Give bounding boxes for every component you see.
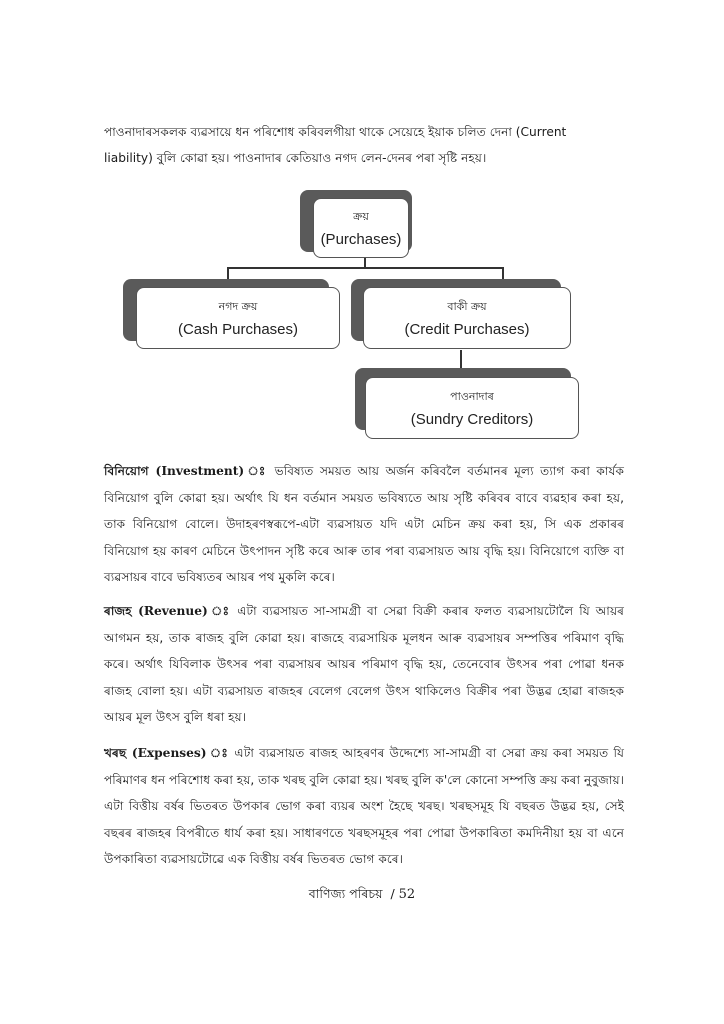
node-cash-purchases-en: (Cash Purchases) — [177, 321, 299, 338]
node-cash-purchases — [123, 279, 340, 349]
revenue-paragraph — [104, 598, 624, 731]
connector-left-down — [227, 267, 229, 279]
node-cash-purchases-bn: নগদ ক্ৰয় — [218, 300, 258, 313]
footer-title: বাণিজ্য পৰিচয় — [308, 886, 383, 901]
investment-body: ভবিষ্যত সময়ত আয় অৰ্জন কৰিবলৈ বৰ্তমানৰ মূল্য ত্যাগ কৰা কাৰ্যক বিনিয়োগ বুলি কোৱা হয়। অৰ্থাৎ যি ধন বৰ্তমান সময়ত ভবিষ্যতে আয় সৃষ্টি কৰিবৰ বাবে ব্যৱহাৰ কৰা হয়, তাক বিনিয়োগ বোলে। উদাহৰণস্বৰূপে-এটা ব্যৱসায়ত যদি এটা মেচিন ক্ৰয় কৰা হয়, সি এক প্ৰকাৰৰ বিনিয়োগ হয় কাৰণ মেচিনে উৎপাদন সৃষ্টি কৰে আৰু তাৰ পৰা ব্যৱসায়ত আয় বৃদ্ধি হয়। বিনিয়োগে ব্যক্তি বা ব্যৱসায়ৰ বাবে ভবিষ্যতৰ আয়ৰ পথ মুকলি কৰে। — [104, 464, 625, 584]
node-purchases-bn: ক্ৰয় — [353, 210, 369, 223]
connector-right-down — [502, 267, 504, 279]
intro-line-1: পাওনাদাৰসকলক ব্যৱসায়ে ধন পৰিশোধ কৰিবলগীয়া থাকে সেয়েহে ইয়াক চলিত দেনা (Current — [104, 125, 567, 139]
expenses-paragraph — [104, 740, 624, 873]
node-purchases-en: (Purchases) — [320, 231, 402, 248]
connector-horizontal — [227, 267, 503, 269]
page-number: 52 — [398, 887, 416, 902]
node-sundry-creditors-en: (Sundry Creditors) — [410, 411, 534, 428]
expenses-body: এটা ব্যৱসায়ত ৰাজহ আহৰণৰ উদ্দেশ্যে সা-সামগ্ৰী বা সেৱা ক্ৰয় কৰা সময়ত যি পৰিমাণৰ ধন পৰিশোধ কৰা হয়, তাক খৰছ বুলি কোৱা হয়। খৰছ বুলি ক'লে কোনো সম্পত্তি ক্ৰয় কৰা নুবুজায়। এটা বিত্তীয় বৰ্ষৰ ভিতৰত উপকাৰ ভোগ কৰা ব্যয়ৰ অংশ হৈছে খৰছ। খৰছসমূহ যি বছৰত উদ্ভৱ হয়, সেই বছৰৰ ৰাজহৰ বিপৰীতে ধাৰ্য কৰা হয়। সাধাৰণতে খৰছসমূহৰ পৰা পোৱা উপকাৰিতা কমদিনীয়া হয় বা এনে উপকাৰিতা ব্যৱসায়টোৱে এক বিত্তীয় বৰ্ষৰ ভিতৰত ভোগ কৰে। — [104, 746, 625, 866]
node-credit-purchases-bn: বাকী ক্ৰয় — [447, 300, 487, 313]
intro-line-2: liability) বুলি কোৱা হয়। পাওনাদাৰ কেতিয়াও নগদ লেন-দেনৰ পৰা সৃষ্টি নহয়। — [104, 151, 487, 165]
investment-term: বিনিয়োগ (Investment) ঃ — [104, 464, 269, 478]
connector-root-down — [364, 258, 366, 268]
revenue-body: এটা ব্যৱসায়ত সা-সামগ্ৰী বা সেৱা বিক্ৰী কৰাৰ ফলত ব্যৱসায়টোলৈ যি আয়ৰ আগমন হয়, তাক ৰাজহ বুলি কোৱা হয়। ৰাজহে ব্যৱসায়িক মূলধন আৰু ব্যৱসায়ৰ সম্পত্তিৰ পৰিমাণ বৃদ্ধি কৰে। অৰ্থাৎ যিবিলাক উৎসৰ পৰা ব্যৱসায়ৰ আয়ৰ পৰিমাণ বৃদ্ধি হয়, তেনেবোৰ উৎসৰ পৰা পোৱা ধনক ৰাজহ বোলা হয়। এটা ব্যৱসায়ত ৰাজহৰ বেলেগ বেলেগ উৎস থাকিলেও বিক্ৰীৰ পৰা উদ্ভৱ হোৱা ৰাজহক আয়ৰ মূল উৎস বুলি ধৰা হয়। — [104, 604, 624, 724]
connector-credit-down — [460, 350, 462, 368]
node-purchases — [300, 190, 412, 258]
intro-paragraph — [104, 119, 624, 171]
revenue-term: ৰাজহ (Revenue) ঃ — [104, 604, 232, 618]
node-sundry-creditors — [355, 368, 581, 440]
expenses-term: খৰছ (Expenses) ঃ — [104, 746, 230, 760]
node-credit-purchases-en: (Credit Purchases) — [404, 321, 530, 338]
page-footer — [0, 886, 724, 906]
investment-paragraph — [104, 458, 624, 591]
footer-separator: / — [390, 886, 395, 901]
node-sundry-creditors-bn: পাওনাদাৰ — [450, 390, 494, 403]
node-credit-purchases — [351, 279, 571, 349]
